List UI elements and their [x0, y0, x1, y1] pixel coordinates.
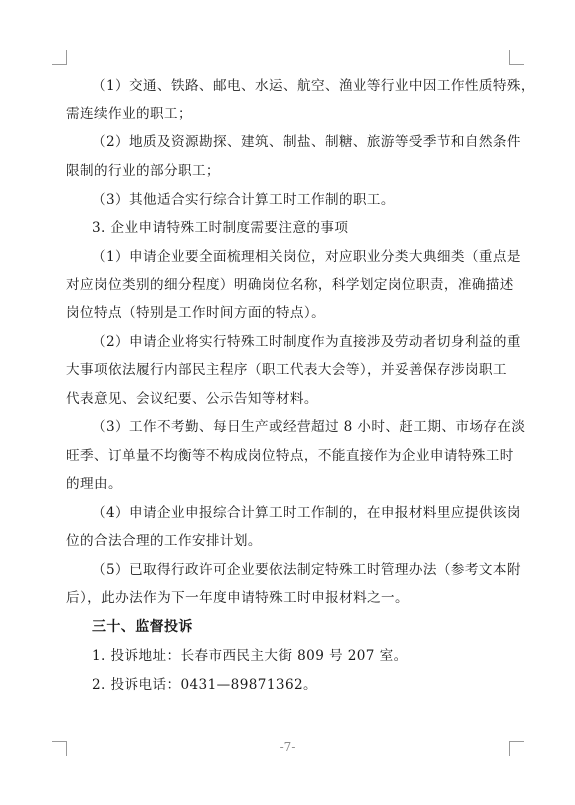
- paragraph-line: （1）交通、铁路、邮电、水运、航空、渔业等行业中因工作性质特殊，: [92, 78, 535, 94]
- paragraph-line: 大事项依法履行内部民主程序（职工代表大会等），并妥善保存涉岗职工: [66, 362, 507, 378]
- paragraph-line: 需连续作业的职工；: [66, 106, 192, 122]
- paragraph-line: 的理由。: [66, 476, 122, 492]
- paragraph-line: （3）其他适合实行综合计算工时工作制的职工。: [92, 192, 395, 208]
- paragraph-line: （5）已取得行政许可企业要依法制定特殊工时管理办法（参考文本附: [92, 562, 521, 578]
- paragraph-line: 代表意见、会议纪要、公示告知等材料。: [66, 391, 318, 407]
- paragraph-line: （2）申请企业将实行特殊工时制度作为直接涉及劳动者切身利益的重: [92, 334, 521, 350]
- paragraph-line: 2. 投诉电话：0431—89871362。: [92, 677, 318, 693]
- paragraph-line: （3）工作不考勤、每日生产或经营超过 8 小时、赶工期、市场存在淡: [92, 419, 526, 435]
- paragraph-line: 限制的行业的部分职工；: [66, 163, 220, 179]
- corner-crop-mark: [509, 50, 524, 65]
- paragraph-line: 对应岗位类别的细分程度）明确岗位名称，科学划定岗位职责，准确描述: [66, 277, 514, 293]
- section-subheading: 3. 企业申请特殊工时制度需要注意的事项: [92, 220, 349, 236]
- section-heading: 三十、监督投诉: [92, 619, 193, 635]
- paragraph-line: （1）申请企业要全面梳理相关岗位，对应职业分类大典细类（重点是: [92, 249, 521, 265]
- paragraph-line: （4）申请企业申报综合计算工时工作制的，在申报材料里应提供该岗: [92, 505, 521, 521]
- page-number: -7-: [279, 740, 296, 754]
- paragraph-line: 1. 投诉地址：长春市西民主大街 809 号 207 室。: [92, 648, 408, 664]
- paragraph-line: 位的合法合理的工作安排计划。: [66, 533, 262, 549]
- paragraph-line: 岗位特点（特别是工作时间方面的特点）。: [66, 305, 326, 321]
- corner-crop-mark: [52, 50, 67, 65]
- paragraph-line: 后），此办法作为下一年度申请特殊工时申报材料之一。: [66, 590, 410, 606]
- paragraph-line: （2）地质及资源勘探、建筑、制盐、制糖、旅游等受季节和自然条件: [92, 134, 521, 150]
- paragraph-line: 旺季、订单量不均衡等不构成岗位特点，不能直接作为企业申请特殊工时: [66, 448, 514, 464]
